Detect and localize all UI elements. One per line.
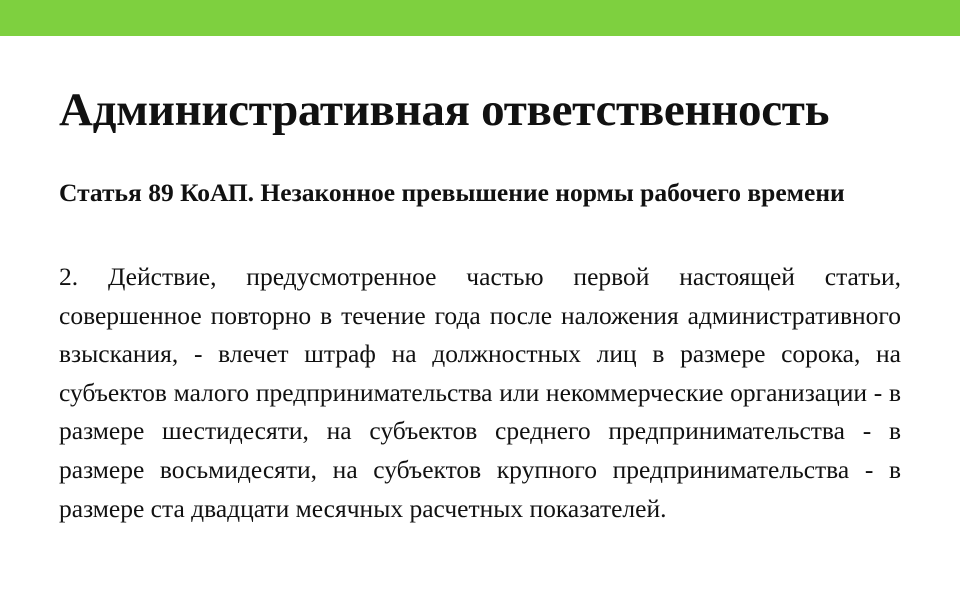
top-accent-bar [0,0,960,36]
slide-title: Административная ответственность [59,84,830,136]
article-heading: Статья 89 КоАП. Незаконное превышение нормы рабочего времени [59,178,845,207]
article-text: 2. Действие, предусмотренное частью первой настоящей статьи, совершенное повторно в течение года после наложения административного взыскания, - влечет штраф на должностных лиц в размере сорока, на субъектов малого предпринимательства или некоммерческие организации - в размере шестидесяти, на субъектов среднего предпринимательства - в размере восьмидесяти, на субъектов крупного предпринимательства - в размере ста двадцати месячных расчетных показателей. [59,262,901,523]
